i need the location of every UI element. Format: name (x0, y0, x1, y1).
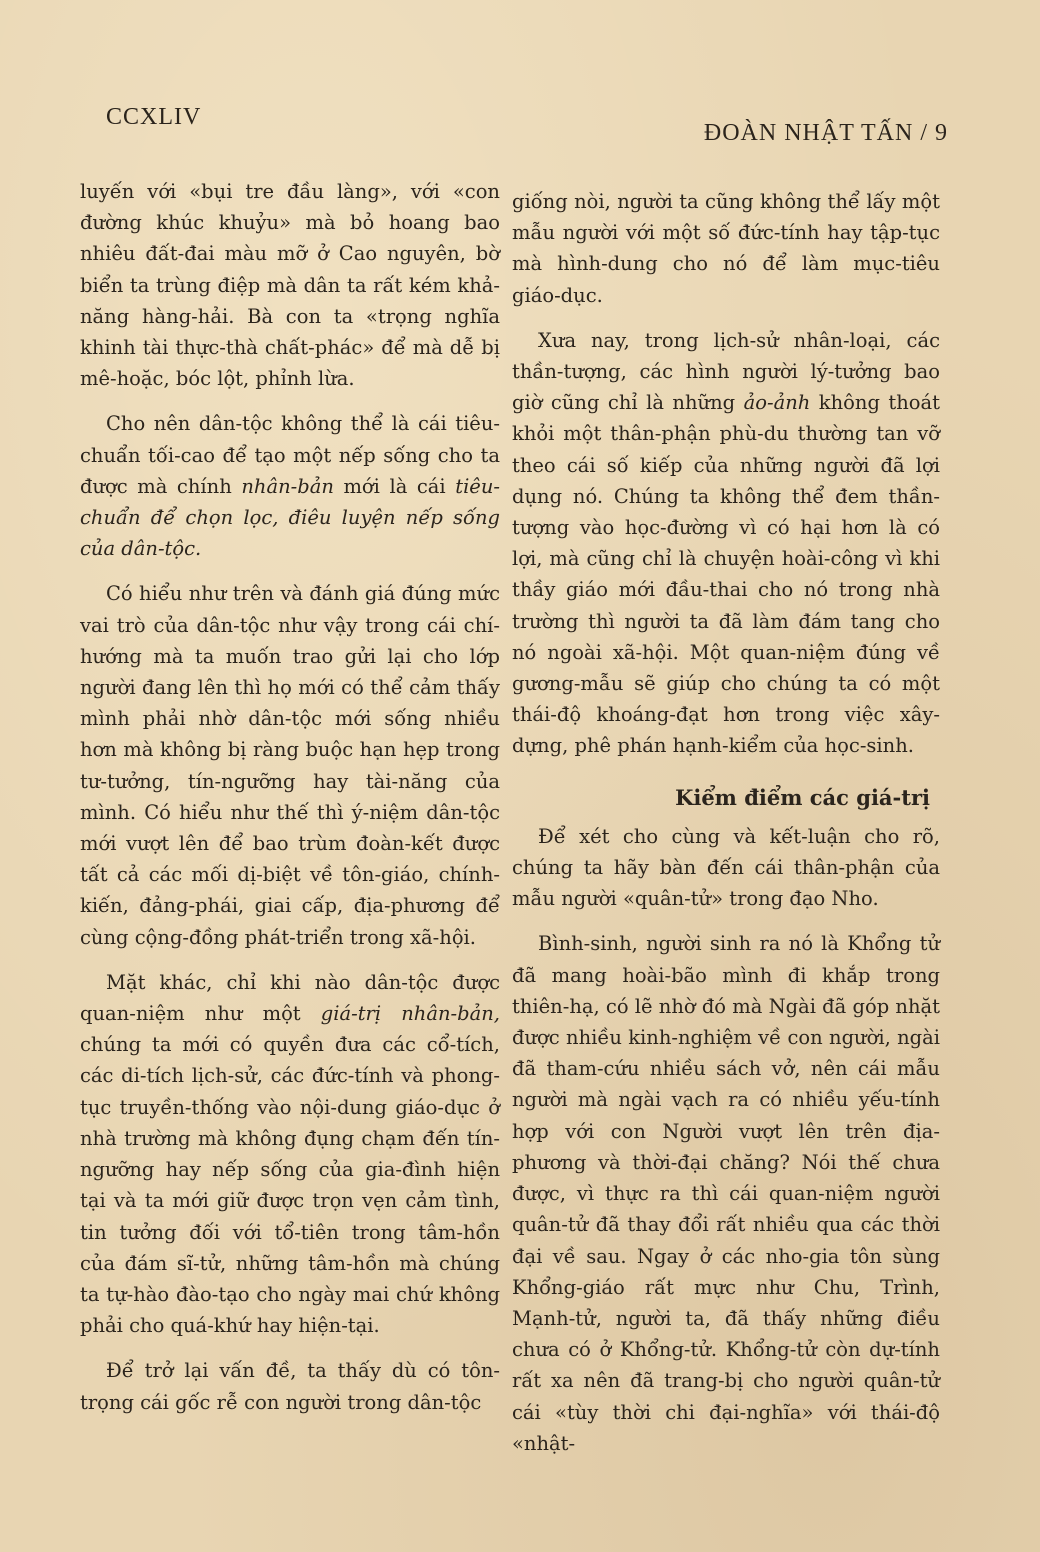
paragraph: Cho nên dân-tộc không thể là cái tiêu-chuẩn tối-cao để tạo một nếp sống cho ta được mà chính nhân-bản mới là cái tiêu-chuẩn để chọn lọc, điêu luyện nếp sống của dân-tộc. (80, 412, 500, 561)
paragraph: Mặt khác, chỉ khi nào dân-tộc được quan-niệm như một giá-trị nhân-bản, chúng ta mới có quyền đưa các cổ-tích, các di-tích lịch-sử, các đức-tính và phong-tục truyền-thống vào nội-dung giáo-dục ở nhà trường mà không đụng chạm đến tín-ngưỡng hay nếp sống của gia-đình hiện tại và ta mới giữ được trọn vẹn cảm tình, tin tưởng đối với tổ-tiên trong tâm-hồn của đám sĩ-tử, những tâm-hồn mà chúng ta tự-hào đào-tạo cho ngày mai chứ không phải cho quá-khứ hay hiện-tại. (80, 970, 500, 1338)
paragraph: luyến với «bụi tre đầu làng», với «con đường khúc khuỷu» mà bỏ hoang bao nhiêu đất-đai màu mỡ ở Cao nguyên, bờ biển ta trùng điệp mà dân ta rất kém khả-năng hàng-hải. Bà con ta «trọng nghĩa khinh tài thực-thà chất-phác» để mà dễ bị mê-hoặc, bóc lột, phỉnh lừa. (80, 180, 500, 391)
page-header-right: ĐOÀN NHẬT TẤN / 9 (703, 120, 948, 146)
section-heading: Kiểm điểm các giá-trị (675, 784, 930, 810)
paragraph: giống nòi, người ta cũng không thể lấy một mẫu người với một số đức-tính hay tập-tục mà hình-dung cho nó để làm mục-tiêu giáo-dục. (512, 190, 940, 307)
paragraph: Bình-sinh, người sinh ra nó là Khổng tử đã mang hoài-bão mình đi khắp trong thiên-hạ, có lẽ nhờ đó mà Ngài đã góp nhặt được nhiều kinh-nghiệm về con người, ngài đã tham-cứu nhiều sách vở, nên cái mẫu người mà ngài vạch ra có nhiều yếu-tính hợp với con Người vượt lên trên địa-phương và thời-đại chăng? Nói thế chưa được, vì thực ra thì cái quan-niệm người quân-tử đã thay đổi rất nhiều qua các thời đại về sau. Ngay ở các nho-gia tôn sùng Khổng-giáo rất mực như Chu, Trình, Mạnh-tử, người ta, đã thấy những điều chưa có ở Khổng-tử. Khổng-tử còn dự-tính rất xa nên đã trang-bị cho người quân-tử cái «tùy thời chi đại-nghĩa» với thái-độ «nhật- (512, 932, 940, 1455)
paragraph: Xưa nay, trong lịch-sử nhân-loại, các thần-tượng, các hình người lý-tưởng bao giờ cũng chỉ là những ảo-ảnh không thoát khỏi một thân-phận phù-du thường tan vỡ theo cái số kiếp của những người đã lợi dụng nó. Chúng ta không thể đem thần-tượng vào học-đường vì có hại hơn là có lợi, mà cũng chỉ là chuyện hoài-công vì khi thầy giáo mới đầu-thai cho nó trong nhà trường thì người ta đã làm đám tang cho nó ngoài xã-hội. Một quan-niệm đúng về gương-mẫu sẽ giúp cho chúng ta có một thái-độ khoáng-đạt hơn trong việc xây-dựng, phê phán hạnh-kiểm của học-sinh. (512, 328, 940, 758)
paragraph: Để trở lại vấn đề, ta thấy dù có tôn-trọng cái gốc rễ con người trong dân-tộc (80, 1359, 500, 1414)
paragraph: Để xét cho cùng và kết-luận cho rõ, chúng ta hãy bàn đến cái thân-phận của mẫu người «quân-tử» trong đạo Nho. (512, 824, 940, 911)
right-column (512, 186, 940, 1473)
left-column (80, 176, 500, 1432)
paragraph: Có hiểu như trên và đánh giá đúng mức vai trò của dân-tộc như vậy trong cái chí-hướng mà ta muốn trao gửi lại cho lớp người đang lên thì họ mới có thể cảm thấy mình phải nhờ dân-tộc mới sống nhiều hơn mà không bị ràng buộc hạn hẹp trong tư-tưởng, tín-ngưỡng hay tài-năng của mình. Có hiểu như thế thì ý-niệm dân-tộc mới vượt lên để bao trùm đoàn-kết được tất cả các mối dị-biệt về tôn-giáo, chính-kiến, đảng-phái, giai cấp, địa-phương để cùng cộng-đồng phát-triển trong xã-hội. (80, 582, 500, 949)
page-header-left: CCXLIV (106, 104, 202, 130)
